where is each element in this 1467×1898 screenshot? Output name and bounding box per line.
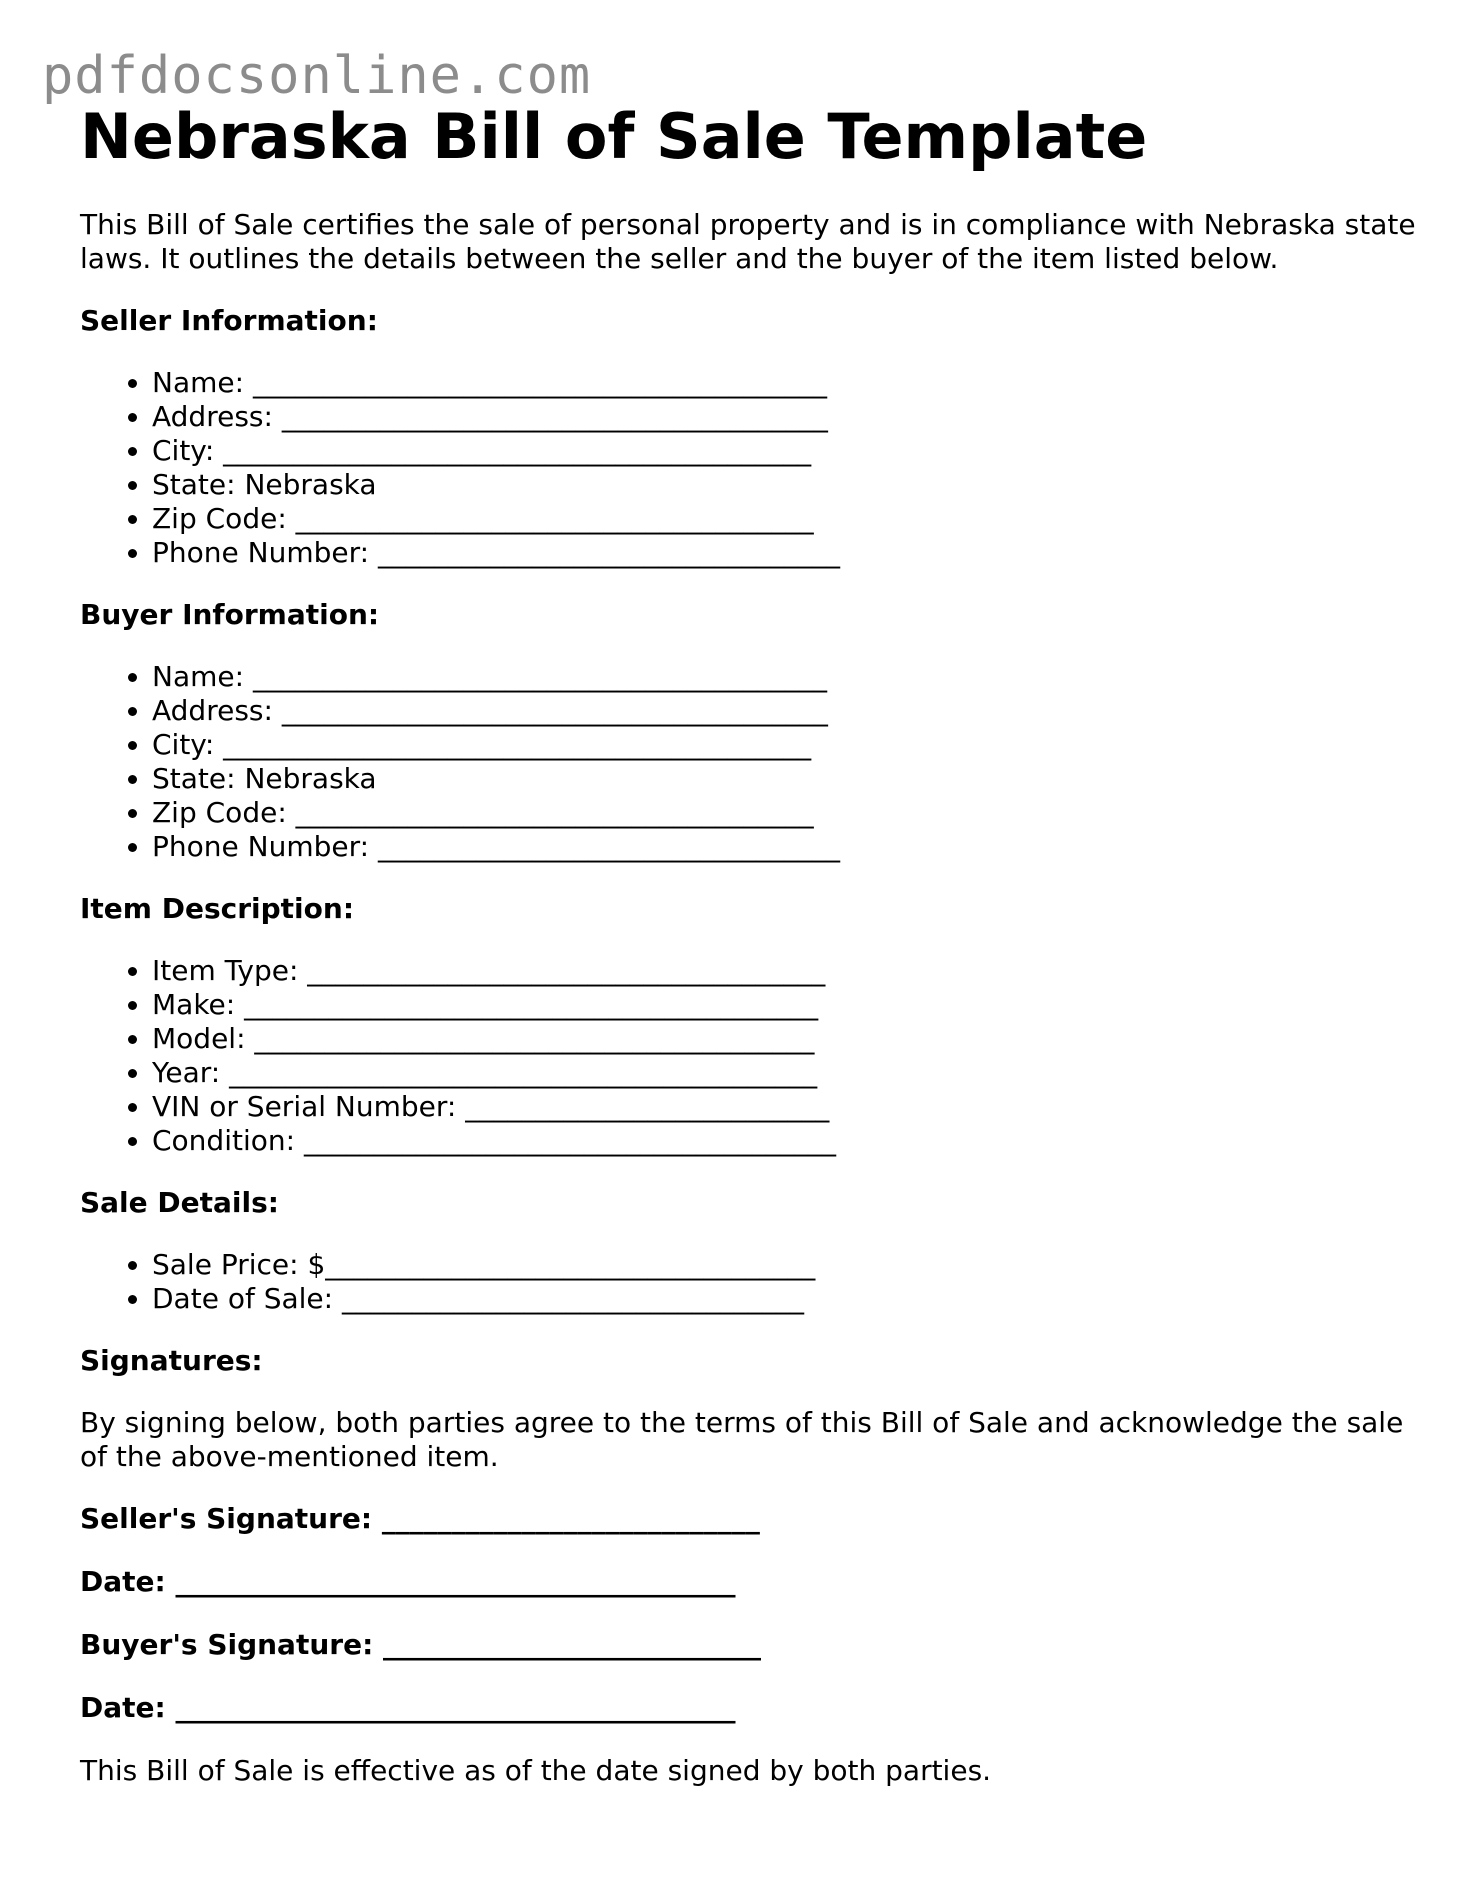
item-year-field[interactable]: • Year: __________________________________________ — [152, 1056, 1420, 1090]
seller-city-field[interactable]: • City: __________________________________________ — [152, 434, 1420, 468]
seller-signature-field[interactable]: Seller's Signature: ___________________________ — [80, 1502, 760, 1535]
buyer-state-field: • State: Nebraska — [152, 762, 1420, 796]
buyer-date-field[interactable]: Date: ________________________________________ — [80, 1691, 736, 1724]
seller-date-field[interactable]: Date: ________________________________________ — [80, 1565, 736, 1598]
item-section-heading: Item Description: — [80, 892, 355, 925]
intro-paragraph: This Bill of Sale certifies the sale of personal property and is in compliance with Nebraska state laws. It outlines the details between the seller and the buyer of the item listed below. — [80, 208, 1416, 275]
signatures-paragraph: By signing below, both parties agree to the terms of this Bill of Sale and acknowledge the sale of the above-mentioned item. — [80, 1406, 1404, 1473]
seller-phone-field[interactable]: • Phone Number: _________________________________ — [152, 536, 1420, 570]
seller-zip-field[interactable]: • Zip Code: _____________________________________ — [152, 502, 1420, 536]
buyer-name-field[interactable]: • Name: _________________________________________ — [152, 660, 1420, 694]
sale-section-heading: Sale Details: — [80, 1186, 279, 1219]
buyer-phone-field[interactable]: • Phone Number: _________________________________ — [152, 830, 1420, 864]
seller-field-list — [80, 366, 1420, 570]
seller-address-field[interactable]: • Address: _______________________________________ — [152, 400, 1420, 434]
page-title: Nebraska Bill of Sale Template — [80, 100, 1148, 173]
buyer-city-field[interactable]: • City: __________________________________________ — [152, 728, 1420, 762]
watermark-text: pdfdocsonline.com — [42, 46, 592, 106]
seller-state-field: • State: Nebraska — [152, 468, 1420, 502]
buyer-signature-field[interactable]: Buyer's Signature: ___________________________ — [80, 1628, 762, 1661]
buyer-address-field[interactable]: • Address: _______________________________________ — [152, 694, 1420, 728]
footer-paragraph: This Bill of Sale is effective as of the date signed by both parties. — [80, 1754, 992, 1787]
sale-date-field[interactable]: • Date of Sale: _________________________________ — [152, 1282, 1420, 1316]
item-type-field[interactable]: • Item Type: _____________________________________ — [152, 954, 1420, 988]
seller-section-heading: Seller Information: — [80, 304, 378, 337]
sale-field-list — [80, 1248, 1420, 1316]
buyer-section-heading: Buyer Information: — [80, 598, 380, 631]
item-field-list — [80, 954, 1420, 1158]
signatures-section-heading: Signatures: — [80, 1344, 263, 1377]
item-condition-field[interactable]: • Condition: ______________________________________ — [152, 1124, 1420, 1158]
buyer-field-list — [80, 660, 1420, 864]
sale-price-field[interactable]: • Sale Price: $___________________________________ — [152, 1248, 1420, 1282]
document-body — [80, 208, 1420, 1816]
item-model-field[interactable]: • Model: ________________________________________ — [152, 1022, 1420, 1056]
item-make-field[interactable]: • Make: _________________________________________ — [152, 988, 1420, 1022]
buyer-zip-field[interactable]: • Zip Code: _____________________________________ — [152, 796, 1420, 830]
item-vin-field[interactable]: • VIN or Serial Number: __________________________ — [152, 1090, 1420, 1124]
seller-name-field[interactable]: • Name: _________________________________________ — [152, 366, 1420, 400]
